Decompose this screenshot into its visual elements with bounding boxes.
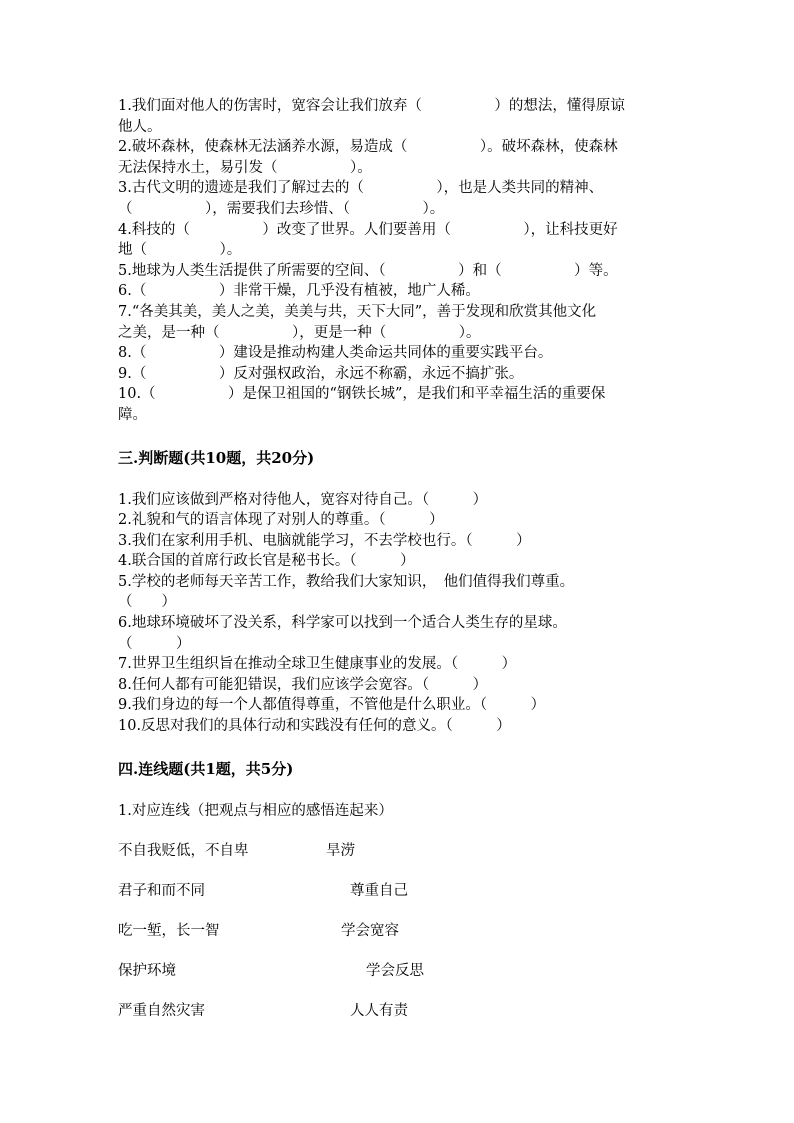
- matching-prompt: 1.对应连线（把观点与相应的感悟连起来）: [118, 802, 393, 819]
- judge-item: 7.世界卫生组织旨在推动全球卫生健康事业的发展。（ ）: [118, 656, 517, 673]
- worksheet-page: [118, 96, 678, 1021]
- judge-item: （ ）: [118, 594, 176, 611]
- section-4-heading: 四.连线题(共1题，共5分): [118, 759, 294, 778]
- match-row: [118, 881, 678, 901]
- question-4-line-2: 地（ ）。: [118, 242, 242, 259]
- question-5: 5.地球为人类生活提供了所需要的空间、（ ）和（ ）等。: [118, 262, 618, 279]
- question-7-line-1: 7.“各美其美，美人之美，美美与共，天下大同”，善于发现和欣赏其他文化: [118, 303, 597, 320]
- question-7-line-2: 之美，是一种（ ），更是一种（ ）。: [118, 324, 481, 341]
- section-3-heading: 三.判断题(共10题，共20分): [118, 448, 315, 467]
- fill-in-section: [118, 96, 678, 426]
- match-right: 学会反思: [366, 963, 424, 980]
- match-left: 保护环境: [118, 963, 176, 980]
- match-right: 人人有责: [350, 1003, 408, 1020]
- question-4-line-1: 4.科技的（ ）改变了世界。人们要善用（ ），让科技更好: [118, 221, 618, 238]
- match-row: [118, 921, 678, 941]
- question-9: 9.（ ）反对强权政治，永远不称霸，永远不搞扩张。: [118, 365, 524, 382]
- judge-item: 6.地球环境破坏了没关系，科学家可以找到一个适合人类生存的星球。: [118, 615, 567, 632]
- match-row: [118, 841, 678, 861]
- judge-item: 4.联合国的首席行政长官是秘书长。（ ）: [118, 553, 415, 570]
- match-left: 吃一堑，长一智: [118, 923, 220, 940]
- question-10-line-2: 障。: [118, 406, 147, 423]
- judge-item: 10.反思对我们的具体行动和实践没有任何的意义。（ ）: [118, 718, 511, 735]
- match-right: 学会宽容: [341, 923, 399, 940]
- judge-item: 3.我们在家利用手机、电脑就能学习，不去学校也行。（ ）: [118, 532, 531, 549]
- match-row: [118, 1001, 678, 1021]
- judge-item: 9.我们身边的每一个人都值得尊重，不管他是什么职业。（ ）: [118, 697, 546, 714]
- question-3-line-2: （ ），需要我们去珍惜、（ ）。: [118, 200, 445, 217]
- question-3-line-1: 3.古代文明的遗迹是我们了解过去的（ ），也是人类共同的精神、: [118, 180, 604, 197]
- question-8: 8.（ ）建设是推动构建人类命运共同体的重要实践平台。: [118, 345, 553, 362]
- judge-item: 1.我们应该做到严格对待他人，宽容对待自己。（ ）: [118, 491, 488, 508]
- question-6: 6.（ ）非常干燥，几乎没有植被，地广人稀。: [118, 283, 480, 300]
- question-2-line-1: 2.破坏森林，使森林无法涵养水源，易造成（ ）。破坏森林，使森林: [118, 139, 618, 156]
- matching-section: [118, 821, 678, 1021]
- judge-item: 2.礼貌和气的语言体现了对别人的尊重。（ ）: [118, 512, 444, 529]
- match-row: [118, 961, 678, 981]
- true-false-section: [118, 490, 678, 737]
- question-2-line-2: 无法保持水土，易引发（ ）。: [118, 159, 372, 176]
- match-right: 旱涝: [326, 843, 355, 860]
- question-10-line-1: 10.（ ）是保卫祖国的“钢铁长城”，是我们和平幸福生活的重要保: [118, 386, 606, 403]
- match-left: 不自我贬低，不自卑: [118, 843, 249, 860]
- judge-item: 8.任何人都有可能犯错误，我们应该学会宽容。（ ）: [118, 676, 488, 693]
- question-1-line-2: 他人。: [118, 118, 162, 135]
- judge-item: 5.学校的老师每天辛苦工作，教给我们大家知识， 他们值得我们尊重。: [118, 573, 575, 590]
- question-1-line-1: 1.我们面对他人的伤害时，宽容会让我们放弃（ ）的想法，懂得原谅: [118, 98, 625, 114]
- match-left: 严重自然灾害: [118, 1003, 205, 1020]
- match-right: 尊重自己: [350, 883, 408, 900]
- match-left: 君子和而不同: [118, 883, 205, 900]
- judge-item: （ ）: [118, 635, 191, 652]
